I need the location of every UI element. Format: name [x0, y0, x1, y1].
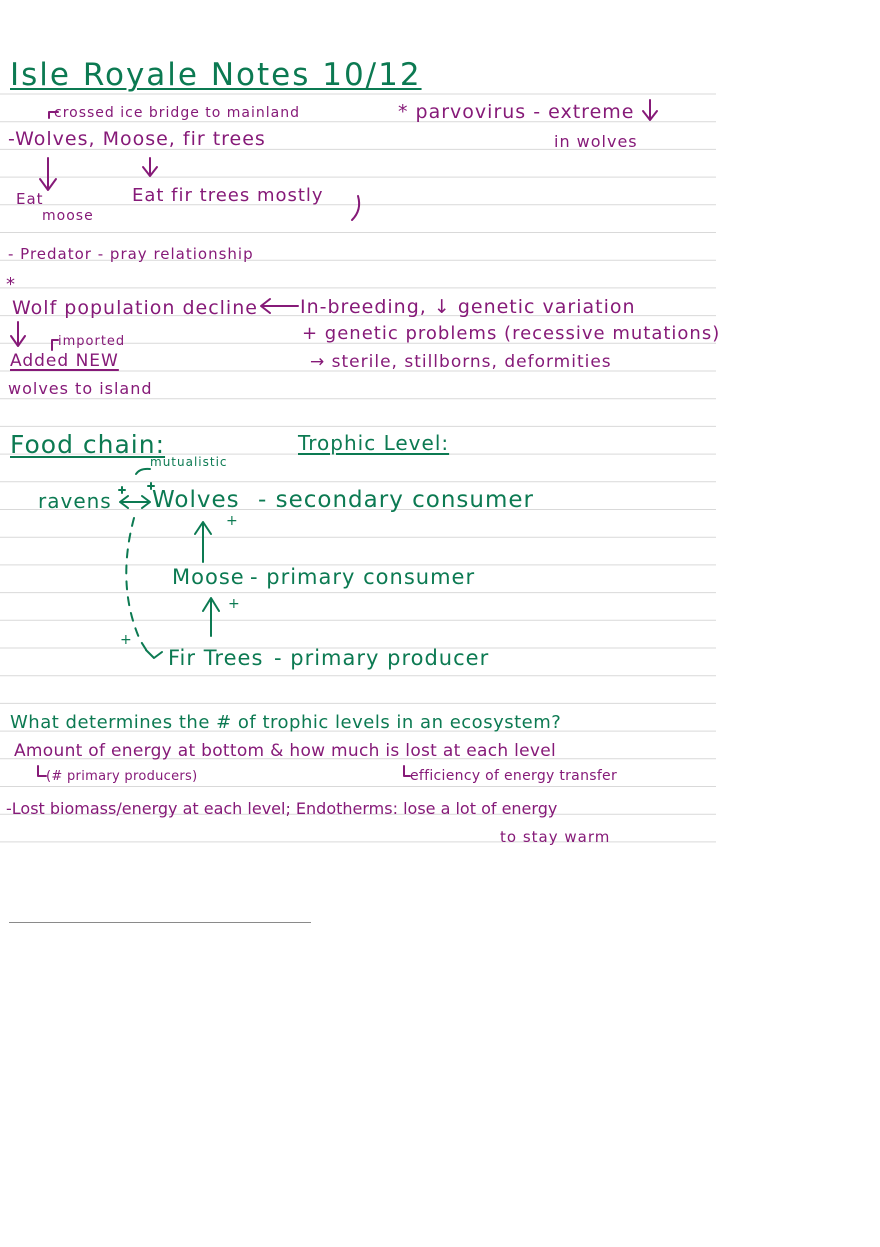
- note-species: -Wolves, Moose, fir trees: [8, 128, 266, 150]
- answer-line-2-cont: to stay warm: [500, 828, 611, 846]
- note-wolves-eat-cont: moose: [42, 208, 94, 224]
- label-fir-trees: Fir Trees: [168, 646, 264, 670]
- label-trees-level: - primary producer: [274, 646, 490, 670]
- answer-line-1: Amount of energy at bottom & how much is lost at each level: [14, 741, 557, 761]
- note-added-new: Added NEW: [10, 351, 119, 371]
- plus-trees: +: [120, 632, 133, 648]
- label-mutualistic: mutualistic: [150, 455, 228, 469]
- note-decline: Wolf population decline: [12, 297, 258, 319]
- note-moose-eat: Eat fir trees mostly: [132, 185, 324, 206]
- note-star: *: [6, 274, 16, 295]
- note-added-cont: wolves to island: [8, 379, 153, 398]
- food-chain-heading: Food chain:: [10, 430, 166, 459]
- note-wolves-eat: Eat: [16, 190, 44, 208]
- label-moose: Moose: [172, 565, 245, 589]
- plus-moose: +: [228, 596, 241, 612]
- note-parvovirus-cont: in wolves: [554, 132, 638, 151]
- trophic-level-heading: Trophic Level:: [298, 431, 450, 455]
- question-text: What determines the # of trophic levels in an ecosystem?: [10, 712, 562, 733]
- note-decline-cause: In-breeding, ↓ genetic variation: [300, 296, 636, 318]
- note-genetic-problems: + genetic problems (recessive mutations): [302, 323, 721, 344]
- plus-wolves: +: [226, 513, 239, 529]
- note-ice-bridge: crossed ice bridge to mainland: [54, 105, 300, 121]
- label-wolves: Wolves: [152, 487, 240, 513]
- label-ravens: ravens: [38, 489, 112, 513]
- note-parvovirus: * parvovirus - extreme: [398, 101, 635, 123]
- label-moose-level: - primary consumer: [250, 565, 476, 589]
- end-divider: [9, 922, 311, 923]
- answer-note-left: (# primary producers): [46, 769, 198, 784]
- note-imported: imported: [58, 334, 126, 349]
- note-relationship: - Predator - pray relationship: [8, 245, 254, 263]
- answer-note-right: efficiency of energy transfer: [410, 768, 618, 784]
- note-effects: → sterile, stillborns, deformities: [310, 352, 612, 372]
- answer-line-2: -Lost biomass/energy at each level; Endotherms: lose a lot of energy: [6, 799, 558, 818]
- label-wolves-level: - secondary consumer: [258, 487, 534, 513]
- page-title: Isle Royale Notes 10/12: [10, 57, 422, 93]
